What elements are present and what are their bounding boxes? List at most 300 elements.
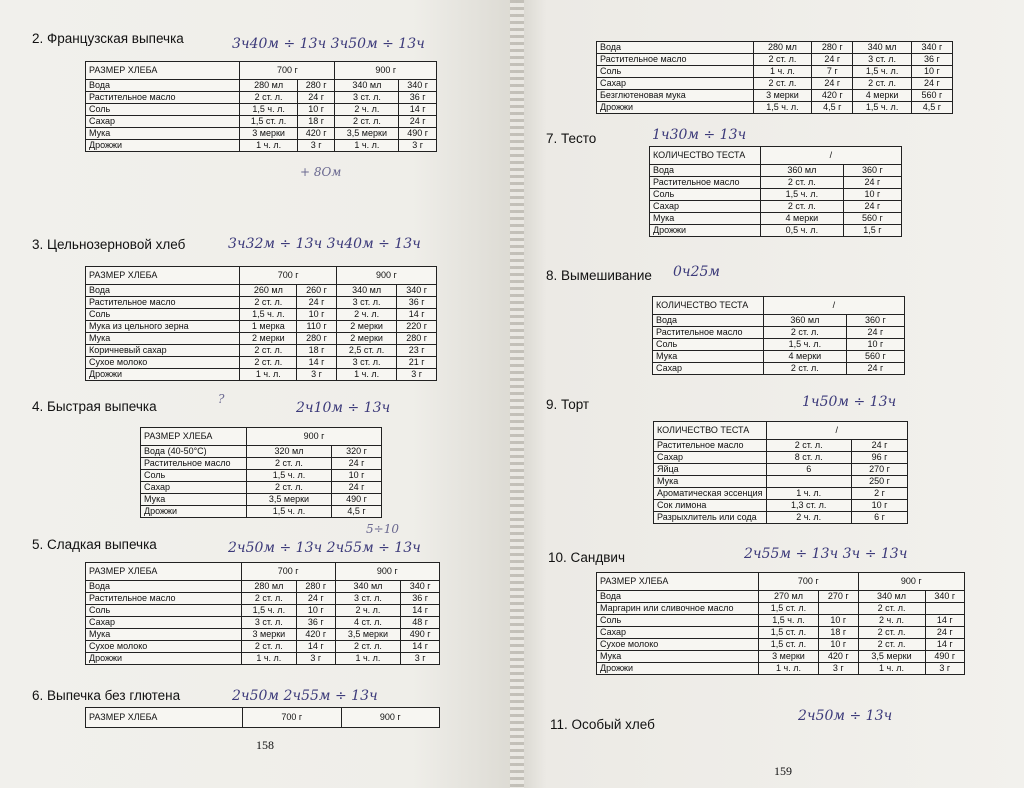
table-row: [653, 315, 905, 327]
value-cell: [925, 603, 965, 615]
value-cell: 1,5 ч. л.: [247, 506, 332, 518]
handwritten-time-kneading: 0ч25м: [673, 264, 721, 280]
value-cell: 2 ст. л.: [335, 116, 399, 128]
value-cell: 3 ст. л.: [336, 297, 396, 309]
handwritten-time-special: 2ч50м ÷ 13ч: [798, 708, 893, 724]
recipe-table-glutenfree-header: [85, 707, 440, 728]
value-cell: 24 г: [297, 297, 337, 309]
value-cell: 2 ст. л.: [760, 177, 843, 189]
table-header-size: РАЗМЕР ХЛЕБА: [597, 573, 759, 591]
page-number-right: 159: [774, 764, 792, 778]
ingredient-cell: Вода: [597, 591, 759, 603]
value-cell: 10 г: [911, 66, 952, 78]
value-cell: 560 г: [846, 351, 904, 363]
value-cell: 21 г: [397, 357, 437, 369]
value-cell: 3 г: [397, 369, 437, 381]
page-159: [516, 0, 1024, 788]
table-row: [654, 440, 908, 452]
value-cell: 1 ч. л.: [336, 369, 396, 381]
value-cell: 2 ст. л.: [240, 297, 297, 309]
table-header-slash: /: [763, 297, 904, 315]
ingredient-cell: Мука: [597, 651, 759, 663]
value-cell: [819, 603, 858, 615]
value-cell: 24 г: [846, 327, 904, 339]
table-row: [654, 464, 908, 476]
value-cell: 14 г: [297, 357, 337, 369]
ingredient-cell: Растительное масло: [86, 297, 240, 309]
value-cell: 2 ст. л.: [763, 363, 846, 375]
value-cell: 1 ч. л.: [753, 66, 812, 78]
section-title-glutenfree: 6. Выпечка без глютена: [32, 688, 181, 703]
value-cell: 340 мл: [335, 80, 399, 92]
table-row: [650, 225, 902, 237]
section-title-cake: 9. Торт: [546, 397, 590, 412]
ingredient-cell: Соль: [597, 66, 754, 78]
ingredient-cell: Соль: [141, 470, 247, 482]
value-cell: 10 г: [819, 639, 858, 651]
ingredient-cell: Мука: [654, 476, 767, 488]
value-cell: 18 г: [297, 116, 335, 128]
table-header-slash: /: [766, 422, 908, 440]
recipe-table-cake: [653, 421, 908, 524]
value-cell: 1,5 ч. л.: [241, 605, 296, 617]
table-row: [86, 369, 437, 381]
value-cell: 280 г: [397, 333, 437, 345]
value-cell: 2 г: [851, 488, 907, 500]
table-header-700: 700 г: [240, 267, 336, 285]
table-row: [654, 512, 908, 524]
value-cell: 1,3 ст. л.: [766, 500, 851, 512]
value-cell: 2 ст. л.: [753, 78, 812, 90]
value-cell: 36 г: [911, 54, 952, 66]
ingredient-cell: Яйца: [654, 464, 767, 476]
ingredient-cell: Коричневый сахар: [86, 345, 240, 357]
table-row: [86, 104, 437, 116]
table-row: [653, 363, 905, 375]
value-cell: 2 ч. л.: [335, 104, 399, 116]
recipe-table-quick: [140, 427, 382, 518]
ingredient-cell: Вода: [650, 165, 761, 177]
value-cell: 2 мерки: [336, 321, 396, 333]
table-row: [86, 605, 440, 617]
value-cell: 14 г: [401, 641, 440, 653]
value-cell: 3 ст. л.: [241, 617, 296, 629]
value-cell: 2 ст. л.: [240, 357, 297, 369]
table-row: [653, 339, 905, 351]
ingredient-cell: Растительное масло: [86, 92, 240, 104]
value-cell: 360 мл: [763, 315, 846, 327]
section-title-sandwich: 10. Сандвич: [548, 550, 626, 565]
ingredient-cell: Сахар: [141, 482, 247, 494]
value-cell: 3 мерки: [241, 629, 296, 641]
value-cell: 3 г: [297, 140, 335, 152]
handwritten-time-glutenfree: 2ч50м 2ч55м ÷ 13ч: [232, 688, 378, 704]
table-row: [597, 591, 965, 603]
value-cell: 1,5 ст. л.: [758, 603, 818, 615]
table-row: [650, 177, 902, 189]
table-header-size: РАЗМЕР ХЛЕБА: [86, 267, 240, 285]
value-cell: 24 г: [812, 54, 853, 66]
table-row: [650, 213, 902, 225]
table-row: [86, 357, 437, 369]
value-cell: 3 ст. л.: [335, 593, 401, 605]
value-cell: 3 г: [297, 369, 337, 381]
table-header-dough: КОЛИЧЕСТВО ТЕСТА: [650, 147, 761, 165]
ingredient-cell: Соль: [86, 605, 242, 617]
value-cell: 6: [766, 464, 851, 476]
ingredient-cell: Сухое молоко: [86, 357, 240, 369]
value-cell: 14 г: [925, 615, 965, 627]
ingredient-cell: Сахар: [653, 363, 764, 375]
ingredient-cell: Дрожжи: [86, 369, 240, 381]
value-cell: 340 мл: [858, 591, 925, 603]
value-cell: 24 г: [331, 482, 381, 494]
ingredient-cell: Вода (40-50°С): [141, 446, 247, 458]
table-row: [597, 603, 965, 615]
table-header-dough: КОЛИЧЕСТВО ТЕСТА: [654, 422, 767, 440]
value-cell: 340 г: [397, 285, 437, 297]
table-header-dough: КОЛИЧЕСТВО ТЕСТА: [653, 297, 764, 315]
table-row: [597, 54, 953, 66]
value-cell: 2 ст. л.: [858, 603, 925, 615]
value-cell: 280 г: [812, 42, 853, 54]
handwritten-time-sweet: 2ч50м ÷ 13ч 2ч55м ÷ 13ч: [228, 540, 421, 556]
ingredient-cell: Сухое молоко: [86, 641, 242, 653]
value-cell: 7 г: [812, 66, 853, 78]
value-cell: 280 мл: [753, 42, 812, 54]
table-header-size: РАЗМЕР ХЛЕБА: [86, 563, 242, 581]
value-cell: 1 ч. л.: [335, 140, 399, 152]
ingredient-cell: Растительное масло: [141, 458, 247, 470]
value-cell: 1 ч. л.: [241, 653, 296, 665]
value-cell: 2 ст. л.: [241, 593, 296, 605]
value-cell: 36 г: [399, 92, 437, 104]
value-cell: 18 г: [297, 345, 337, 357]
handwritten-note-sweet: 5÷10: [366, 522, 399, 536]
ingredient-cell: Соль: [597, 615, 759, 627]
section-title-french: 2. Французская выпечка: [32, 31, 184, 46]
value-cell: 340 мл: [336, 285, 396, 297]
value-cell: 24 г: [851, 440, 907, 452]
value-cell: 280 г: [297, 80, 335, 92]
ingredient-cell: Мука: [86, 629, 242, 641]
value-cell: 1,5 ч. л.: [240, 309, 297, 321]
value-cell: 2 ст. л.: [240, 92, 297, 104]
value-cell: 24 г: [843, 201, 901, 213]
value-cell: 24 г: [911, 78, 952, 90]
value-cell: 1,5 ч. л.: [763, 339, 846, 351]
value-cell: 110 г: [297, 321, 337, 333]
table-row: [597, 627, 965, 639]
ingredient-cell: Дрожжи: [597, 102, 754, 114]
table-row: [86, 653, 440, 665]
value-cell: 4 мерки: [760, 213, 843, 225]
section-title-kneading: 8. Вымешивание: [546, 268, 652, 283]
table-row: [597, 66, 953, 78]
ingredient-cell: Дрожжи: [86, 653, 242, 665]
table-row: [86, 297, 437, 309]
ingredient-cell: Дрожжи: [650, 225, 761, 237]
value-cell: 1,5 ст. л.: [758, 627, 818, 639]
ingredient-cell: Вода: [86, 285, 240, 297]
table-header-900: 900 г: [247, 428, 382, 446]
value-cell: 1 мерка: [240, 321, 297, 333]
value-cell: 1,5 ст. л.: [758, 639, 818, 651]
value-cell: 24 г: [812, 78, 853, 90]
table-row: [86, 629, 440, 641]
section-title-wholegrain: 3. Цельнозерновой хлеб: [32, 237, 186, 252]
value-cell: 220 г: [397, 321, 437, 333]
value-cell: 24 г: [331, 458, 381, 470]
value-cell: 320 г: [331, 446, 381, 458]
value-cell: 2 мерки: [336, 333, 396, 345]
value-cell: 2 ч. л.: [335, 605, 401, 617]
table-row: [597, 102, 953, 114]
table-row: [597, 615, 965, 627]
value-cell: 1,5 ст. л.: [240, 116, 297, 128]
table-row: [597, 78, 953, 90]
value-cell: 24 г: [846, 363, 904, 375]
value-cell: 2 ст. л.: [853, 78, 912, 90]
value-cell: 270 г: [851, 464, 907, 476]
table-row: [654, 452, 908, 464]
ingredient-cell: Вода: [597, 42, 754, 54]
value-cell: 340 г: [925, 591, 965, 603]
handwritten-time-sandwich: 2ч55м ÷ 13ч 3ч ÷ 13ч: [744, 546, 908, 562]
table-header-size: РАЗМЕР ХЛЕБА: [86, 708, 243, 728]
value-cell: 560 г: [911, 90, 952, 102]
value-cell: 14 г: [401, 605, 440, 617]
value-cell: 250 г: [851, 476, 907, 488]
value-cell: 1 ч. л.: [858, 663, 925, 675]
value-cell: 2 ч. л.: [766, 512, 851, 524]
value-cell: [766, 476, 851, 488]
value-cell: 360 г: [843, 165, 901, 177]
value-cell: 3 ст. л.: [853, 54, 912, 66]
recipe-table-french: [85, 61, 437, 152]
ingredient-cell: Растительное масло: [654, 440, 767, 452]
value-cell: 2 ст. л.: [760, 201, 843, 213]
value-cell: 3,5 мерки: [858, 651, 925, 663]
value-cell: 1,5 г: [843, 225, 901, 237]
value-cell: 3 ст. л.: [335, 92, 399, 104]
ingredient-cell: Сахар: [86, 116, 240, 128]
ingredient-cell: Мука: [653, 351, 764, 363]
page-number-left: 158: [256, 738, 274, 752]
value-cell: 3 мерки: [240, 128, 297, 140]
recipe-table-sweet: [85, 562, 440, 665]
book-spine: [510, 0, 524, 788]
ingredient-cell: Сахар: [597, 627, 759, 639]
ingredient-cell: Дрожжи: [597, 663, 759, 675]
table-header-900: 900 г: [336, 267, 436, 285]
value-cell: 1,5 ч. л.: [753, 102, 812, 114]
value-cell: 360 г: [846, 315, 904, 327]
table-header-size: РАЗМЕР ХЛЕБА: [141, 428, 247, 446]
value-cell: 320 мл: [247, 446, 332, 458]
ingredient-cell: Мука: [650, 213, 761, 225]
value-cell: 2 ч. л.: [336, 309, 396, 321]
value-cell: 2 ст. л.: [247, 482, 332, 494]
table-header-900: 900 г: [341, 708, 440, 728]
value-cell: 260 г: [297, 285, 337, 297]
ingredient-cell: Вода: [653, 315, 764, 327]
value-cell: 2,5 ст. л.: [336, 345, 396, 357]
ingredient-cell: Мука из цельного зерна: [86, 321, 240, 333]
value-cell: 3 г: [925, 663, 965, 675]
value-cell: 3,5 мерки: [335, 128, 399, 140]
value-cell: 96 г: [851, 452, 907, 464]
handwritten-time-cake: 1ч50м ÷ 13ч: [802, 394, 897, 410]
ingredient-cell: Дрожжи: [86, 140, 240, 152]
table-row: [86, 641, 440, 653]
value-cell: 2 ст. л.: [240, 345, 297, 357]
value-cell: 36 г: [401, 593, 440, 605]
value-cell: 2 ст. л.: [763, 327, 846, 339]
value-cell: 36 г: [397, 297, 437, 309]
value-cell: 10 г: [297, 309, 337, 321]
value-cell: 340 мл: [853, 42, 912, 54]
table-row: [654, 488, 908, 500]
table-row: [86, 321, 437, 333]
value-cell: 4 ст. л.: [335, 617, 401, 629]
value-cell: 490 г: [399, 128, 437, 140]
table-row: [654, 476, 908, 488]
ingredient-cell: Безглютеновая мука: [597, 90, 754, 102]
value-cell: 270 г: [819, 591, 858, 603]
value-cell: 280 мл: [241, 581, 296, 593]
table-row: [654, 500, 908, 512]
value-cell: 2 мерки: [240, 333, 297, 345]
value-cell: 340 г: [401, 581, 440, 593]
value-cell: 1 ч. л.: [240, 140, 297, 152]
table-header-900: 900 г: [858, 573, 964, 591]
value-cell: 24 г: [296, 593, 335, 605]
value-cell: 3 г: [296, 653, 335, 665]
value-cell: 10 г: [297, 104, 335, 116]
value-cell: 36 г: [296, 617, 335, 629]
table-row: [86, 140, 437, 152]
section-title-sweet: 5. Сладкая выпечка: [32, 537, 157, 552]
value-cell: 3 мерки: [758, 651, 818, 663]
ingredient-cell: Мука: [86, 333, 240, 345]
recipe-table-glutenfree: [596, 41, 953, 114]
ingredient-cell: Разрыхлитель или сода: [654, 512, 767, 524]
value-cell: 4,5 г: [911, 102, 952, 114]
table-row: [86, 309, 437, 321]
section-title-quick: 4. Быстрая выпечка: [32, 399, 157, 414]
value-cell: 1,5 ч. л.: [758, 615, 818, 627]
table-header-700: 700 г: [758, 573, 858, 591]
table-row: [653, 351, 905, 363]
table-header-900: 900 г: [335, 62, 437, 80]
table-row: [86, 116, 437, 128]
table-row: [86, 80, 437, 92]
ingredient-cell: Сухое молоко: [597, 639, 759, 651]
value-cell: 420 г: [296, 629, 335, 641]
table-row: [86, 617, 440, 629]
value-cell: 1 ч. л.: [335, 653, 401, 665]
value-cell: 2 ч. л.: [858, 615, 925, 627]
value-cell: 2 ст. л.: [241, 641, 296, 653]
value-cell: 23 г: [397, 345, 437, 357]
value-cell: 1,5 ч. л.: [247, 470, 332, 482]
value-cell: 280 г: [297, 333, 337, 345]
table-row: [141, 482, 382, 494]
value-cell: 340 г: [911, 42, 952, 54]
table-row: [597, 90, 953, 102]
table-row: [597, 639, 965, 651]
value-cell: 1,5 ч. л.: [760, 189, 843, 201]
ingredient-cell: Сахар: [654, 452, 767, 464]
value-cell: 24 г: [399, 116, 437, 128]
ingredient-cell: Сахар: [86, 617, 242, 629]
value-cell: 2 ст. л.: [247, 458, 332, 470]
ingredient-cell: Соль: [86, 104, 240, 116]
value-cell: 10 г: [296, 605, 335, 617]
value-cell: 3 г: [399, 140, 437, 152]
ingredient-cell: Ароматическая эссенция: [654, 488, 767, 500]
value-cell: 8 ст. л.: [766, 452, 851, 464]
table-header-slash: /: [760, 147, 901, 165]
table-row: [141, 446, 382, 458]
value-cell: 10 г: [851, 500, 907, 512]
value-cell: 4,5 г: [331, 506, 381, 518]
value-cell: 4 мерки: [763, 351, 846, 363]
ingredient-cell: Растительное масло: [650, 177, 761, 189]
table-header-700: 700 г: [241, 563, 335, 581]
value-cell: 270 мл: [758, 591, 818, 603]
table-row: [141, 470, 382, 482]
table-header-700: 700 г: [240, 62, 335, 80]
handwritten-mark-quick: ?: [218, 392, 225, 406]
table-row: [86, 581, 440, 593]
value-cell: 260 мл: [240, 285, 297, 297]
table-row: [86, 593, 440, 605]
value-cell: 24 г: [925, 627, 965, 639]
value-cell: 6 г: [851, 512, 907, 524]
value-cell: 1 ч. л.: [240, 369, 297, 381]
table-row: [653, 327, 905, 339]
value-cell: 1,5 ч. л.: [240, 104, 297, 116]
ingredient-cell: Сахар: [597, 78, 754, 90]
ingredient-cell: Вода: [86, 581, 242, 593]
handwritten-time-dough: 1ч30м ÷ 13ч: [652, 127, 747, 143]
value-cell: 4 мерки: [853, 90, 912, 102]
ingredient-cell: Маргарин или сливочное масло: [597, 603, 759, 615]
handwritten-note-french: + 8Ом: [300, 165, 342, 179]
ingredient-cell: Дрожжи: [141, 506, 247, 518]
value-cell: 2 ст. л.: [766, 440, 851, 452]
value-cell: 490 г: [331, 494, 381, 506]
value-cell: 10 г: [819, 615, 858, 627]
value-cell: 490 г: [401, 629, 440, 641]
value-cell: 14 г: [925, 639, 965, 651]
value-cell: 2 ст. л.: [753, 54, 812, 66]
table-header-size: РАЗМЕР ХЛЕБА: [86, 62, 240, 80]
value-cell: 3 г: [401, 653, 440, 665]
table-header-900: 900 г: [335, 563, 439, 581]
handwritten-time-quick: 2ч10м ÷ 13ч: [296, 400, 391, 416]
value-cell: 10 г: [846, 339, 904, 351]
ingredient-cell: Соль: [86, 309, 240, 321]
table-row: [86, 345, 437, 357]
value-cell: 3,5 мерки: [247, 494, 332, 506]
value-cell: 2 ст. л.: [335, 641, 401, 653]
table-row: [86, 92, 437, 104]
value-cell: 48 г: [401, 617, 440, 629]
value-cell: 3 мерки: [753, 90, 812, 102]
